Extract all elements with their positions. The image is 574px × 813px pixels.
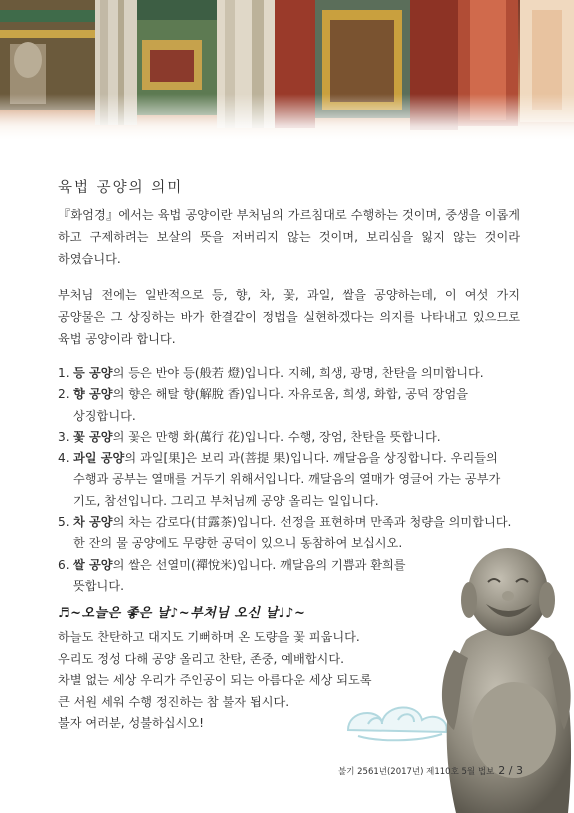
list-item: 1. 등 공양의 등은 반야 등(般若 燈)입니다. 지혜, 희생, 광명, 찬탄을 의미합니다.	[58, 366, 484, 380]
header-photo	[0, 0, 574, 140]
list-item: 6. 쌀 공양의 쌀은 선열미(禪悅米)입니다. 깨달음의 기쁨과 환희를 뜻합니다.	[58, 557, 406, 593]
page-number: 2 / 3	[498, 764, 523, 777]
offering-name: 등 공양	[73, 366, 113, 380]
page-title: 육법 공양의 의미	[58, 180, 184, 196]
song-line: 우리도 정성 다해 공양 올리고 찬탄, 존중, 예배합시다.	[58, 651, 344, 666]
header-fade	[0, 94, 574, 140]
song-lines	[58, 627, 372, 735]
song-title: ♬~오늘은 좋은 날♪~부처님 오신 날♩♪~	[58, 606, 306, 621]
offering-name: 과일 공양	[73, 451, 125, 466]
list-item: 2. 향 공양의 향은 해탈 향(解脫 香)입니다. 자유로움, 희생, 화합, 공덕 장엄을 상징합니다.	[58, 387, 469, 423]
footer	[338, 764, 523, 777]
intro-paragraph: 『화엄경』에서는 육법 공양이란 부처님의 가르침대로 수행하는 것이며, 중생을 이롭게 하고 구제하려는 보살의 뜻을 저버리지 않는 것이며, 보리심을 잃지 않는 것이라 하였습니다.	[58, 208, 520, 266]
offering-name: 차 공양	[73, 515, 113, 530]
song-line: 불자 여러분, 성불하십시오!	[58, 716, 205, 731]
song-line: 차별 없는 세상 우리가 주인공이 되는 아름다운 세상 되도록	[58, 673, 372, 688]
list-item: 4. 과일 공양의 과일[果]은 보리 과(菩提 果)입니다. 깨달음을 상징합니다. 우리들의 수행과 공부는 열매를 거두기 위해서입니다. 깨달음의 열매가 영글어 가는 공부가 기도, 참선입니다. 그리고 부처님께 공양 올리는 일입니다.	[58, 451, 501, 508]
issue-info: 불기 2561년(2017년) 제110호 5월 법보	[338, 767, 495, 777]
offering-name: 향 공양	[73, 387, 113, 402]
offering-name: 꽃 공양	[73, 429, 113, 444]
list-item: 3. 꽃 공양의 꽃은 만행 화(萬行 花)입니다. 수행, 장엄, 찬탄을 뜻합니다.	[58, 429, 441, 444]
meaning-paragraph: 부처님 전에는 일반적으로 등, 향, 차, 꽃, 과일, 쌀을 공양하는데, 이 여섯 가지 공양물은 그 상징하는 바가 한결같이 정법을 실현하겠다는 의지를 나타내고 있으므로 육법 공양이라 합니다.	[58, 288, 520, 346]
song-line: 하늘도 찬탄하고 대지도 기뻐하며 온 도량을 꽃 피웁니다.	[58, 630, 360, 644]
list-item: 5. 차 공양의 차는 감로다(甘露茶)입니다. 선정을 표현하며 만족과 청량을 의미합니다. 한 잔의 물 공양에도 무량한 공덕이 있으니 동참하여 보십시오.	[58, 515, 512, 551]
song-line: 큰 서원 세워 수행 정진하는 참 불자 됩시다.	[58, 694, 290, 709]
offering-name: 쌀 공양	[73, 557, 113, 572]
